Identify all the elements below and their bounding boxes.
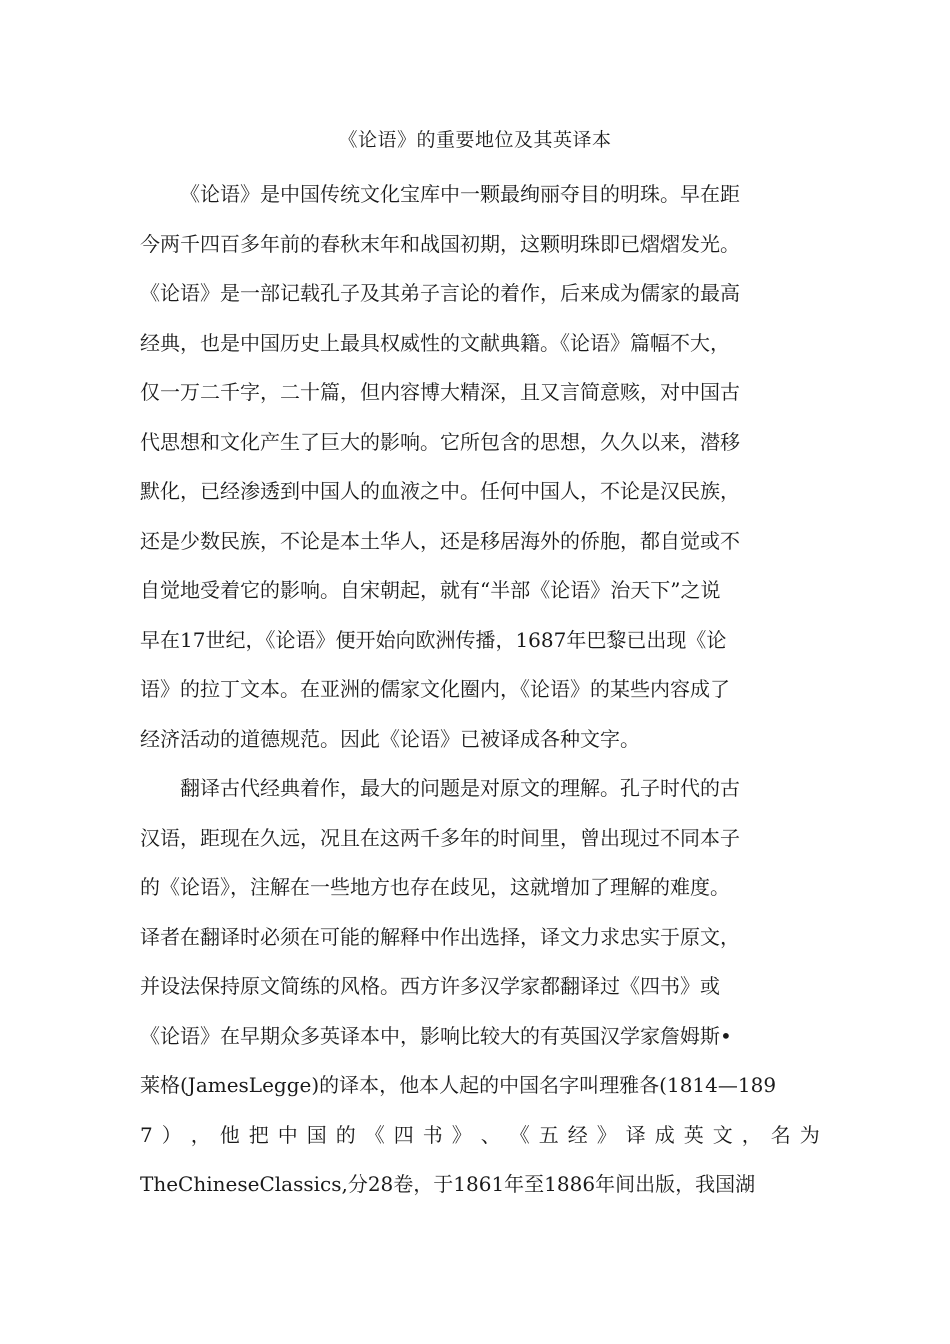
justified-glyph: 把 — [248, 1122, 269, 1147]
body-line-7: 默化，已经渗透到中国人的血液之中。任何中国人，不论是汉民族， — [140, 479, 740, 503]
justified-glyph: 中 — [277, 1122, 298, 1147]
body-line-4: 经典，也是中国历史上最具权威性的文献典籍。《论语》篇幅不大， — [140, 330, 730, 355]
body-line-13: 翻译古代经典着作，最大的问题是对原文的理解。孔子时代的古 — [180, 776, 740, 800]
justified-glyph: 书 — [422, 1122, 443, 1147]
body-line-1: 《论语》是中国传统文化宝库中一颗最绚丽夺目的明珠。早在距 — [180, 182, 740, 206]
body-line-19: 莱格(JamesLegge)的译本，他本人起的中国名字叫理雅各(1814—189 — [140, 1073, 777, 1097]
document-body — [140, 170, 820, 1210]
justified-glyph: ， — [741, 1122, 762, 1147]
body-line-6: 代思想和文化产生了巨大的影响。它所包含的思想，久久以来，潜移 — [140, 429, 740, 454]
justified-glyph: 五 — [538, 1122, 559, 1147]
body-line-5: 仅一万二千字，二十篇，但内容博大精深，且又言简意赅，对中国古 — [140, 380, 740, 404]
justified-glyph: 名 — [770, 1122, 791, 1147]
justified-glyph: 成 — [654, 1122, 675, 1147]
body-line-15: 的《论语》，注解在一些地方也存在歧见，这就增加了理解的难度。 — [140, 875, 730, 899]
justified-glyph: 他 — [219, 1122, 240, 1147]
justified-glyph: 英 — [683, 1122, 704, 1147]
justified-glyph: 文 — [712, 1122, 733, 1147]
justified-glyph: 的 — [335, 1122, 356, 1147]
justified-glyph: ， — [190, 1122, 211, 1147]
justified-glyph: 》 — [451, 1122, 472, 1147]
body-line-18: 《论语》在早期众多英译本中，影响比较大的有英国汉学家詹姆斯• — [140, 1023, 732, 1048]
justified-glyph: 《 — [364, 1122, 385, 1147]
body-line-20 — [140, 1111, 820, 1161]
justified-glyph: 、 — [480, 1122, 501, 1147]
justified-glyph: 经 — [567, 1122, 588, 1147]
body-line-8: 还是少数民族，不论是本土华人，还是移居海外的侨胞，都自觉或不 — [140, 528, 740, 553]
justified-glyph: ） — [161, 1122, 182, 1147]
justified-glyph: 为 — [799, 1122, 820, 1147]
body-line-16: 译者在翻译时必须在可能的解释中作出选择，译文力求忠实于原文， — [140, 924, 740, 949]
body-line-10: 早在17世纪，《论语》便开始向欧洲传播，1687年巴黎已出现《论 — [140, 627, 727, 652]
justified-glyph: 国 — [306, 1122, 327, 1147]
body-line-17: 并设法保持原文简练的风格。西方许多汉学家都翻译过《四书》或 — [140, 974, 720, 998]
justified-glyph: 》 — [596, 1122, 617, 1147]
body-line-9: 自觉地受着它的影响。自宋朝起，就有“半部《论语》治天下”之说 — [140, 578, 721, 602]
justified-glyph: 7 — [140, 1122, 153, 1147]
body-line-14: 汉语，距现在久远，况且在这两千多年的时间里，曾出现过不同本子 — [140, 825, 740, 850]
justified-glyph: 《 — [509, 1122, 530, 1147]
justified-glyph: 译 — [625, 1122, 646, 1147]
body-line-21: TheChineseClassics,分28卷，于1861年至1886年间出版，我国湖 — [140, 1172, 756, 1196]
body-line-12: 经济活动的道德规范。因此《论语》已被译成各种文字。 — [140, 726, 640, 751]
body-line-11: 语》的拉丁文本。在亚洲的儒家文化圈内，《论语》的某些内容成了 — [140, 677, 730, 701]
body-line-2: 今两千四百多年前的春秋末年和战国初期，这颗明珠即已熠熠发光。 — [140, 231, 740, 256]
body-line-3: 《论语》是一部记载孔子及其弟子言论的着作，后来成为儒家的最高 — [140, 281, 740, 305]
document-title: 《论语》的重要地位及其英译本 — [338, 129, 612, 151]
justified-glyph: 四 — [393, 1122, 414, 1147]
